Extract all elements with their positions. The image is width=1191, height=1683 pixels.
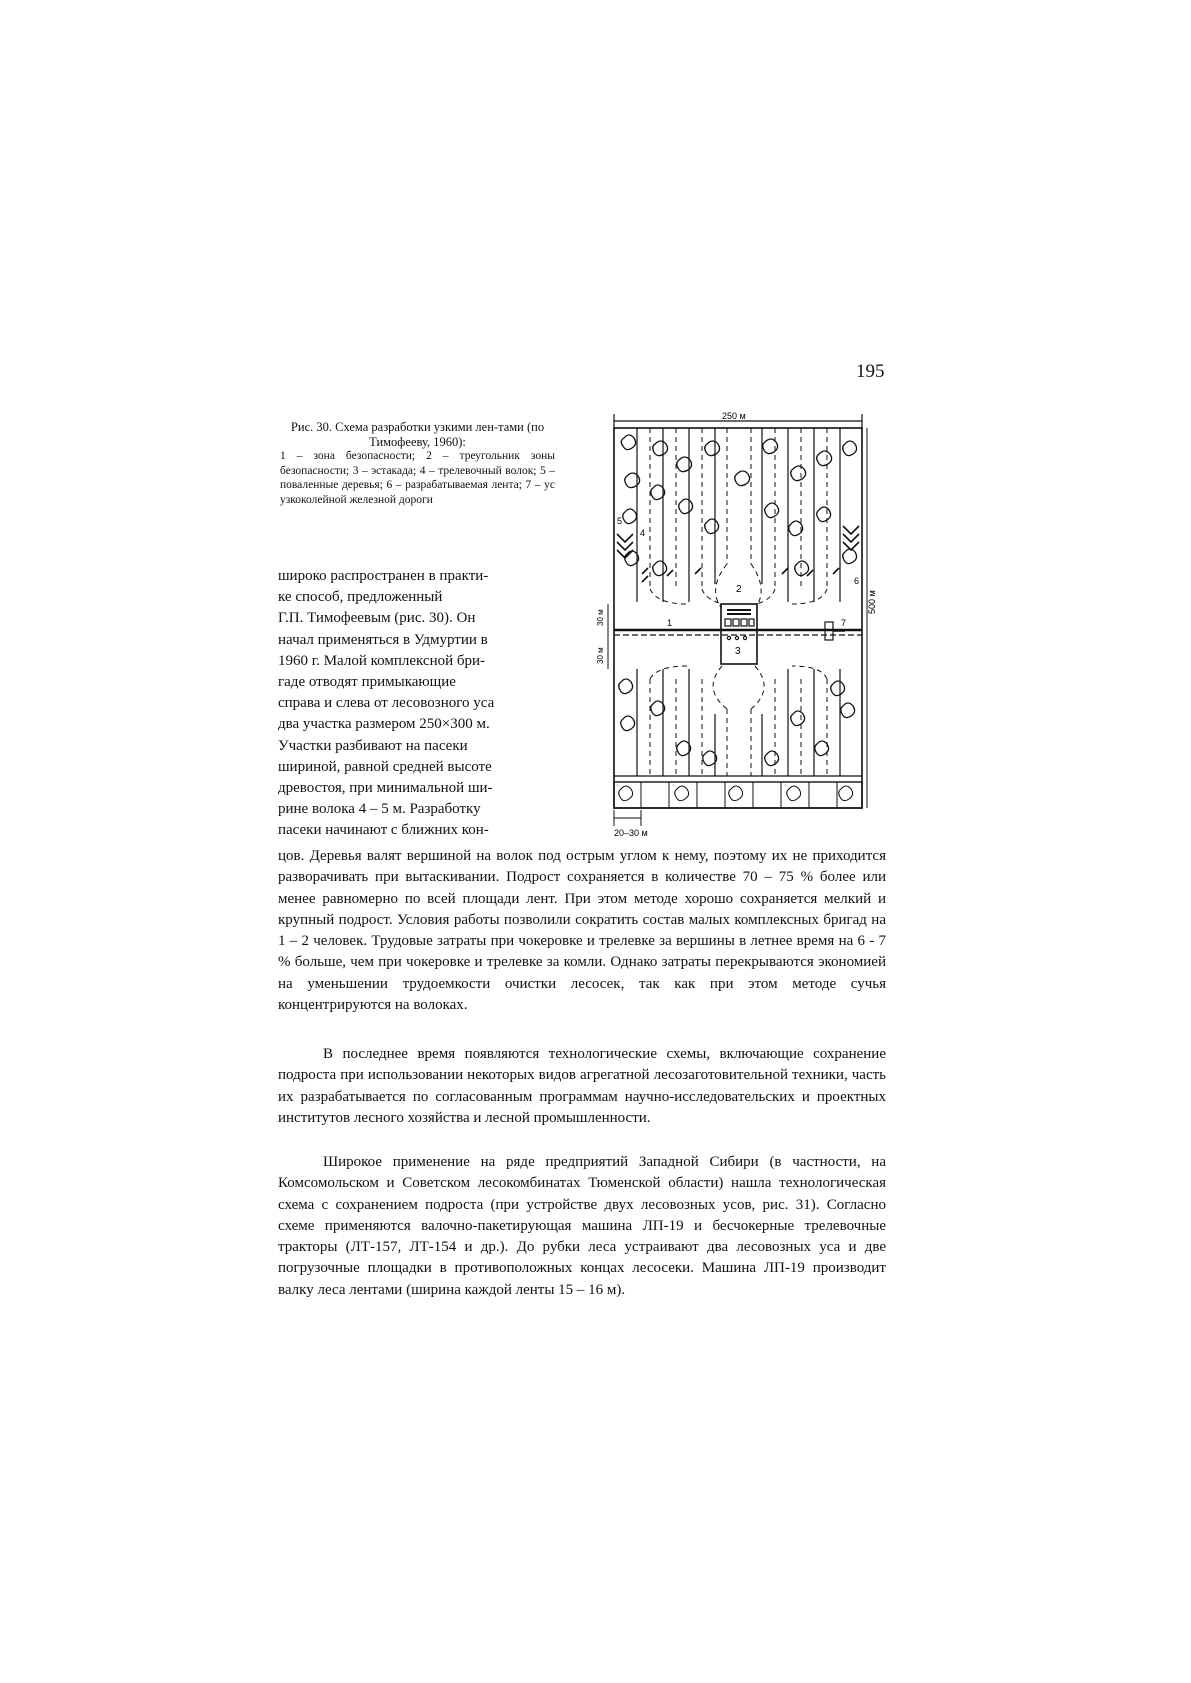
label-2: 2 <box>736 584 742 595</box>
text-line: начал применяться в Удмуртии в <box>278 631 488 648</box>
text-line: пасеки начинают с ближних кон- <box>278 822 489 839</box>
text-line: широко распространен в практи- <box>278 568 489 584</box>
figure-diagram <box>596 411 880 850</box>
label-6: 6 <box>854 576 860 586</box>
paragraph-1: цов. Деревья валят вершиной на волок под острым углом к нему, поэтому их не приходится разворачивать при вытаскивании. Подрост сохраняется в количестве 70 – 75 % более или менее равномерно по всей площади лент. При этом методе хорошо сохраняется мелкий и крупный подрост. Условия работы позволили сократить состав малых комплексных бригад на 1 – 2 человек. Трудовые затраты при чокеровке и трелевке за вершины в летнее время на 6 - 7 % больше, чем при чокеровке и трелевке за комли. Однако затраты перекрываются экономией на уменьшении трудоемкости очистки лесосек, так как при этом методе сучья концентрируются на волоках. <box>278 848 886 1014</box>
dim-left-top-label: 30 м <box>596 609 605 626</box>
text-line: древостоя, при минимальной ши- <box>278 780 493 797</box>
text-line: ке способ, предложенный <box>278 589 443 606</box>
text-line: 1960 г. Малой комплексной бри- <box>278 652 486 669</box>
label-5: 5 <box>617 516 623 526</box>
caption-legend: 1 – зона безопасности; 2 – треугольник зоны безопасности; 3 – эстакада; 4 – трелевочный волок; 5 – поваленные деревья; 6 – разрабатываемая лента; 7 – ус узкоколейной железной дороги <box>280 450 555 506</box>
text-line: два участка размером 250×300 м. <box>278 716 490 733</box>
label-7: 7 <box>841 618 847 628</box>
page-number: 195 <box>856 361 885 382</box>
dim-left-bottom-label: 30 м <box>596 647 605 664</box>
text-line: Участки разбивают на пасеки <box>278 737 468 754</box>
text-line: справа и слева от лесовозного уса <box>278 695 495 712</box>
text-line: Г.П. Тимофеевым (рис. 30). Он <box>278 610 476 627</box>
dim-top-label: 250 м <box>722 411 746 421</box>
label-1: 1 <box>667 618 673 628</box>
paragraph-2: В последнее время появляются технологические схемы, включающие сохранение подроста при использовании некоторых видов агрегатной лесозаготовительной техники, часть их разрабатывается по согласованным программам научно-исследовательских и проектных институтов лесного хозяйства и лесной промышленности. <box>278 1046 886 1126</box>
dim-right-label: 500 м <box>867 590 877 614</box>
label-3: 3 <box>735 646 741 657</box>
column-text <box>278 566 555 842</box>
text-line: рине волока 4 – 5 м. Разработку <box>278 801 481 818</box>
paragraph-3: Широкое применение на ряде предприятий Западной Сибири (в частности, на Комсомольском и Советском лесокомбинатах Тюменской области) нашла технологическая схема с сохранением подроста (при устройстве двух лесовозных усов, рис. 31). Согласно схеме применяются валочно-пакетирующая машина ЛП-19 и бесчокерные трелевочные тракторы (ЛТ-157, ЛТ-154 и др.). До рубки леса устраивают два лесовозных уса и две погрузочные площадки в противоположных концах лесосеки. Машина ЛП-19 производит валку леса лентами (ширина каждой ленты 15 – 16 м). <box>278 1154 886 1298</box>
text-line: шириной, равной средней высоте <box>278 758 492 775</box>
caption-title: Рис. 30. Схема разработки узкими лен-тами (по Тимофееву, 1960): <box>290 420 545 449</box>
dim-bottom-label: 20–30 м <box>614 828 648 838</box>
text-line: гаде отводят примыкающие <box>278 674 456 691</box>
figure-caption <box>280 420 555 507</box>
label-4: 4 <box>640 528 646 538</box>
